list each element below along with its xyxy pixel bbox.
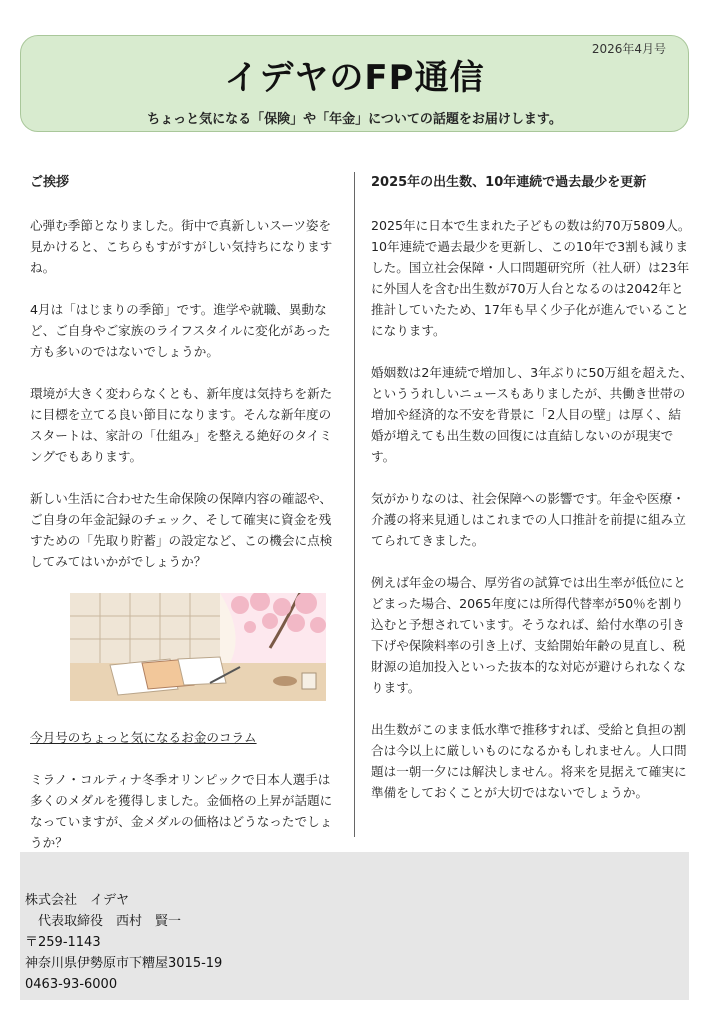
greeting-heading: ご挨拶 — [30, 175, 70, 190]
article-paragraph: 気がかりなのは、社会保障への影響です。年金や医療・介護の将来見通しはこれまでの人口推計を前提に組み立てられてきました。 — [371, 491, 686, 548]
right-column — [371, 172, 693, 824]
company-name: 株式会社 イデヤ — [25, 893, 130, 908]
article-paragraph: 出生数がこのまま低水準で推移すれば、受給と負担の割合は今以上に厳しいものになるかもしれません。人口問題は一朝一夕には解決しません。将来を見据えて確実に準備をしておくことが大切ではないでしょうか。 — [371, 722, 687, 800]
company-info — [25, 890, 222, 995]
representative-name: 代表取締役 西村 賢一 — [25, 914, 182, 929]
newsletter-title: イデヤのFP通信 — [224, 58, 485, 98]
postal-code: 〒259-1143 — [25, 935, 101, 950]
newsletter-header — [20, 35, 689, 132]
issue-date: 2026年4月号 — [591, 42, 666, 56]
greeting-paragraph: 環境が大きく変わらなくとも、新年度は気持ちを新たに目標を立てる良い節目になります。そんな新年度のスタートは、家計の「仕組み」を整える絶好のタイミングでもあります。 — [30, 386, 333, 464]
birth-rate-heading: 2025年の出生数、10年連続で過去最少を更新 — [371, 175, 647, 190]
greeting-paragraph: 新しい生活に合わせた生命保険の保障内容の確認や、ご自身の年金記録のチェック、そして確実に資金を残すための「先取り貯蓄」の設定など、この機会に点検してみてはいかがでしょうか？ — [30, 491, 333, 569]
left-column — [30, 172, 340, 874]
article-paragraph: 婚姻数は2年連続で増加し、3年ぶりに50万組を超えた、といううれしいニュースもありましたが、共働き世帯の増加や経済的な不安を背景に「2人目の壁」は厚く、結婚が増えても出生数の回復には直結しないのが現実です。 — [371, 365, 693, 464]
article-paragraph: 例えば年金の場合、厚労省の試算では出生率が低位にとどまった場合、2065年度には所得代替率が50％を割り込むと予想されています。そうなれば、給付水準の引き下げや保険料率の引き上げ、支給開始年齢の見直し、税財源の追加投入といった抜本的な対応が避けられなくなります。 — [371, 575, 686, 695]
cherry-blossom-desk-illustration — [70, 593, 326, 701]
greeting-paragraph: 心弾む季節となりました。街中で真新しいスーツ姿を見かけると、こちらもすがすがしい気持ちになりますね。 — [30, 218, 333, 275]
greeting-paragraph: 4月は「はじまりの季節」です。進学や就職、異動など、ご自身やご家族のライフスタイルに変化があった方も多いのではないでしょうか。 — [30, 302, 331, 359]
company-address: 神奈川県伊勢原市下糟屋3015-19 — [25, 956, 223, 971]
company-footer — [20, 852, 689, 1000]
newsletter-subtitle: ちょっと気になる「保険」や「年金」についての話題をお届けします。 — [147, 112, 562, 127]
column-divider — [354, 172, 355, 837]
money-column-text: ミラノ・コルティナ冬季オリンピックで日本人選手は多くのメダルを獲得しました。金価格の上昇が話題になっていますが、金メダルの価格はどうなったでしょうか？ — [30, 772, 333, 850]
company-phone[interactable]: 0463-93-6000 — [25, 977, 118, 992]
money-column-heading[interactable]: 今月号のちょっと気になるお金のコラム — [30, 730, 257, 745]
article-paragraph: 2025年に日本で生まれた子どもの数は約70万5809人。10年連続で過去最少を更新し、この10年で3割も減りました。国立社会保障・人口問題研究所（社人研）は23年に外国人を含む出生数が70万人台となるのは2042年と推計していたため、17年も早く少子化が進んでいることになります。 — [371, 218, 691, 338]
